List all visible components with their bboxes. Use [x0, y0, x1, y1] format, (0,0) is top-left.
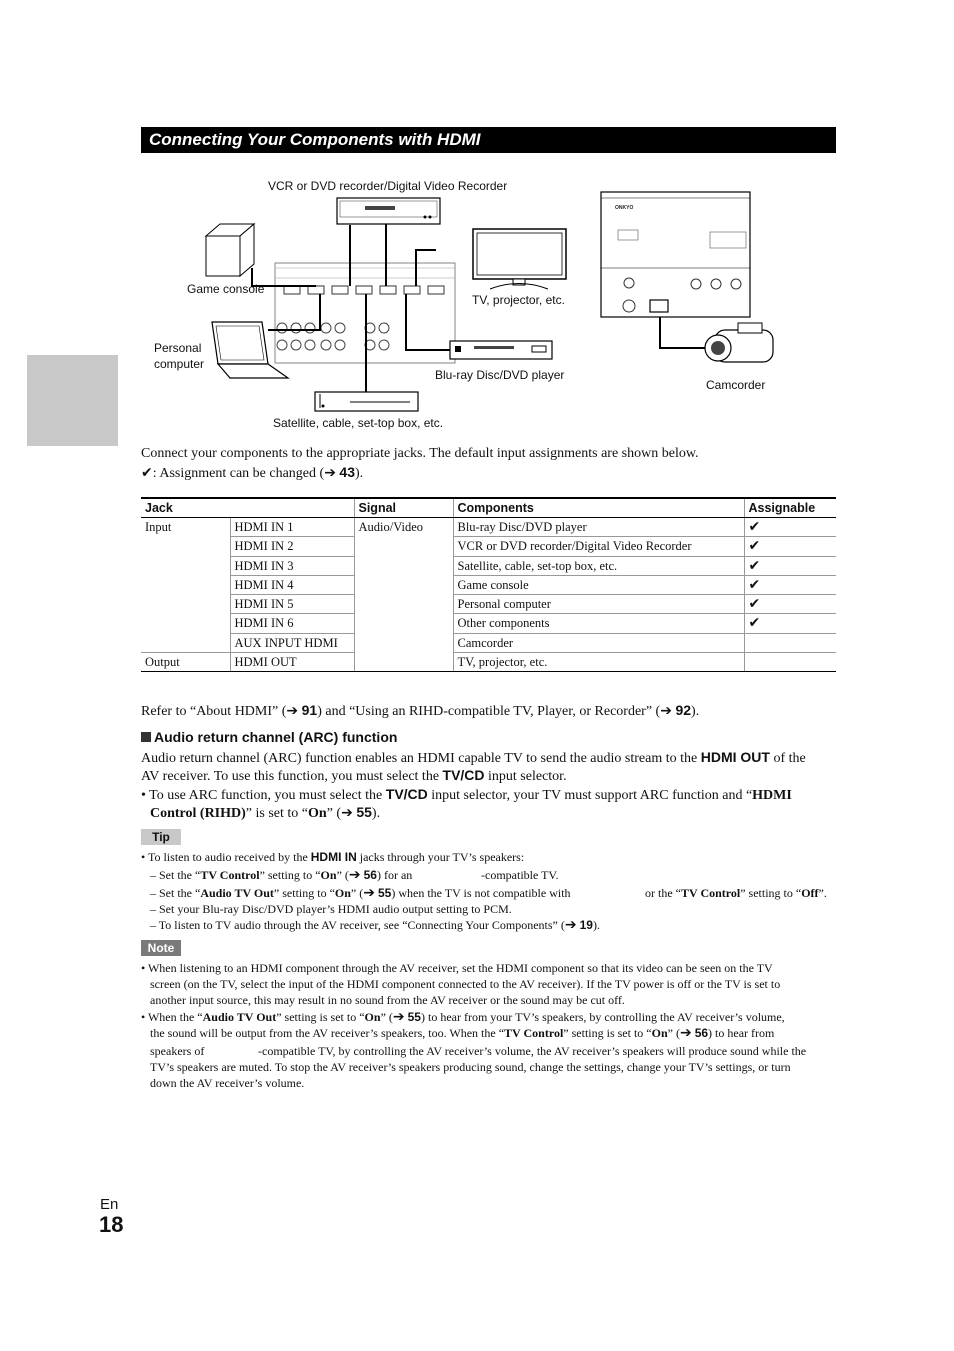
pc-label-line2: computer: [154, 357, 205, 371]
jack-assignment-table: [141, 497, 836, 672]
note2-line1: • When the “Audio TV Out” setting is set to “On” (➔ 55) to hear from your TV’s speakers, by controlling the AV receiver’s volume,: [141, 1009, 785, 1025]
note-label: Note: [141, 940, 181, 956]
arc-bullet-line2: Control (RIHD)” is set to “On” (➔ 55).: [150, 804, 381, 821]
note2-line3-end: -compatible TV, by controlling the AV receiver’s volume, the AV receiver’s speakers will produce sound while the: [258, 1044, 807, 1058]
tip-line5: – To listen to TV audio through the AV receiver, see “Connecting Your Components” (➔ 19).: [150, 917, 600, 933]
note2-line4: TV’s speakers are muted. To stop the AV receiver’s speakers producing sound, change the settings, change your TV’s settings, or turn: [150, 1060, 791, 1074]
tip-label: Tip: [141, 829, 181, 845]
game-console-device: [206, 224, 254, 276]
page-number: 18: [99, 1212, 124, 1237]
table-row: Input HDMI IN 1 Audio/Video Blu-ray Disc/DVD player ✔: [141, 518, 836, 537]
table-row: HDMI IN 5 Personal computer ✔: [141, 595, 836, 614]
arrow-icon: ➔: [679, 1025, 692, 1041]
side-tab: [27, 355, 118, 446]
tv-device: [473, 229, 566, 289]
input-group-label: Input: [141, 518, 230, 653]
arc-paragraph-line1: Audio return channel (ARC) function enables an HDMI capable TV to send the audio stream to the HDMI OUT of the: [141, 749, 806, 766]
table-row: HDMI IN 6 Other components ✔: [141, 614, 836, 633]
arrow-icon: ➔: [324, 465, 336, 481]
satellite-box-device: [315, 392, 418, 411]
note2-line5: down the AV receiver’s volume.: [150, 1076, 305, 1090]
vcr-label: VCR or DVD recorder/Digital Video Recorder: [268, 179, 508, 193]
table-row: HDMI IN 4 Game console ✔: [141, 575, 836, 594]
refer-line: Refer to “About HDMI” (➔ 91) and “Using an RIHD-compatible TV, Player, or Recorder” (➔ 92).: [141, 702, 700, 719]
tip-line1: • To listen to audio received by the HDMI IN jacks through your TV’s speakers:: [141, 850, 525, 864]
arrow-icon: ➔: [564, 917, 577, 933]
game-console-label: Game console: [187, 282, 265, 296]
note1-line3: another input source, this may result in no sound from the AV receiver or the sound may be cut off.: [150, 993, 625, 1007]
header-components: Components: [453, 498, 744, 518]
arrow-icon: ➔: [286, 703, 299, 719]
tip-line4: – Set your Blu-ray Disc/DVD player’s HDMI audio output setting to PCM.: [150, 902, 512, 916]
language-label: En: [100, 1196, 119, 1213]
arc-bullet-line1: • To use ARC function, you must select the TV/CD input selector, your TV must support ARC function and “HDMI: [141, 786, 792, 803]
intro-line1: Connect your components to the appropriate jacks. The default input assignments are shown below.: [141, 446, 699, 461]
arrow-icon: ➔: [341, 805, 353, 821]
vcr-device: [337, 198, 440, 224]
intro-line2: ✔: Assignment can be changed (➔ 43).: [141, 464, 364, 481]
arc-heading: Audio return channel (ARC) function: [141, 729, 397, 745]
tv-label: TV, projector, etc.: [472, 293, 565, 307]
pc-label-line1: Personal: [154, 341, 202, 355]
note2-line3-start: speakers of: [150, 1044, 205, 1058]
header-signal: Signal: [354, 498, 453, 518]
square-bullet-icon: [141, 732, 151, 742]
section-title: Connecting Your Components with HDMI: [141, 127, 836, 153]
check-icon: ✔: [141, 465, 153, 481]
table-row: Output HDMI OUT TV, projector, etc.: [141, 653, 836, 672]
signal-cell: Audio/Video: [354, 518, 453, 672]
bluray-label: Blu-ray Disc/DVD player: [435, 368, 565, 382]
camcorder-label: Camcorder: [706, 378, 766, 392]
tip-line2: – Set the “TV Control” setting to “On” (➔ 56) for an: [150, 867, 413, 883]
output-group-label: Output: [141, 653, 230, 672]
header-jack: Jack: [141, 498, 354, 518]
arrow-icon: ➔: [363, 885, 375, 901]
tip-line3: – Set the “Audio TV Out” setting to “On” (➔ 55) when the TV is not compatible with: [150, 885, 571, 901]
arrow-icon: ➔: [348, 867, 361, 883]
header-assignable: Assignable: [744, 498, 836, 518]
table-row: HDMI IN 2 VCR or DVD recorder/Digital Video Recorder ✔: [141, 537, 836, 556]
note1-line2: screen (on the TV, select the input of the HDMI component connected to the AV receiver). If the TV power is off or the TV is set to: [150, 977, 781, 991]
note1-line1: • When listening to an HDMI component through the AV receiver, set the HDMI component so that its video can be seen on the TV: [141, 961, 773, 975]
camcorder-device: [705, 323, 773, 362]
bluray-device: [450, 341, 552, 359]
tip-line2-end: -compatible TV.: [481, 868, 559, 882]
table-row: HDMI IN 3 Satellite, cable, set-top box, etc. ✔: [141, 556, 836, 575]
arrow-icon: ➔: [392, 1009, 405, 1025]
tip-line3-end: or the “TV Control” setting to “Off”.: [645, 886, 827, 900]
arrow-icon: ➔: [660, 703, 672, 719]
table-row: AUX INPUT HDMI Camcorder: [141, 633, 836, 652]
receiver-front-panel: [601, 192, 750, 317]
note2-line2: the sound will be output from the AV receiver’s speakers, too. When the “TV Control” setting is set to “On” (➔ 56) to hear from: [150, 1025, 775, 1041]
brand-logo: ONKYO: [615, 205, 634, 211]
satellite-label: Satellite, cable, set-top box, etc.: [273, 416, 444, 430]
table-header-row: [141, 498, 836, 518]
arc-paragraph-line2: AV receiver. To use this function, you must select the TV/CD input selector.: [141, 767, 567, 784]
